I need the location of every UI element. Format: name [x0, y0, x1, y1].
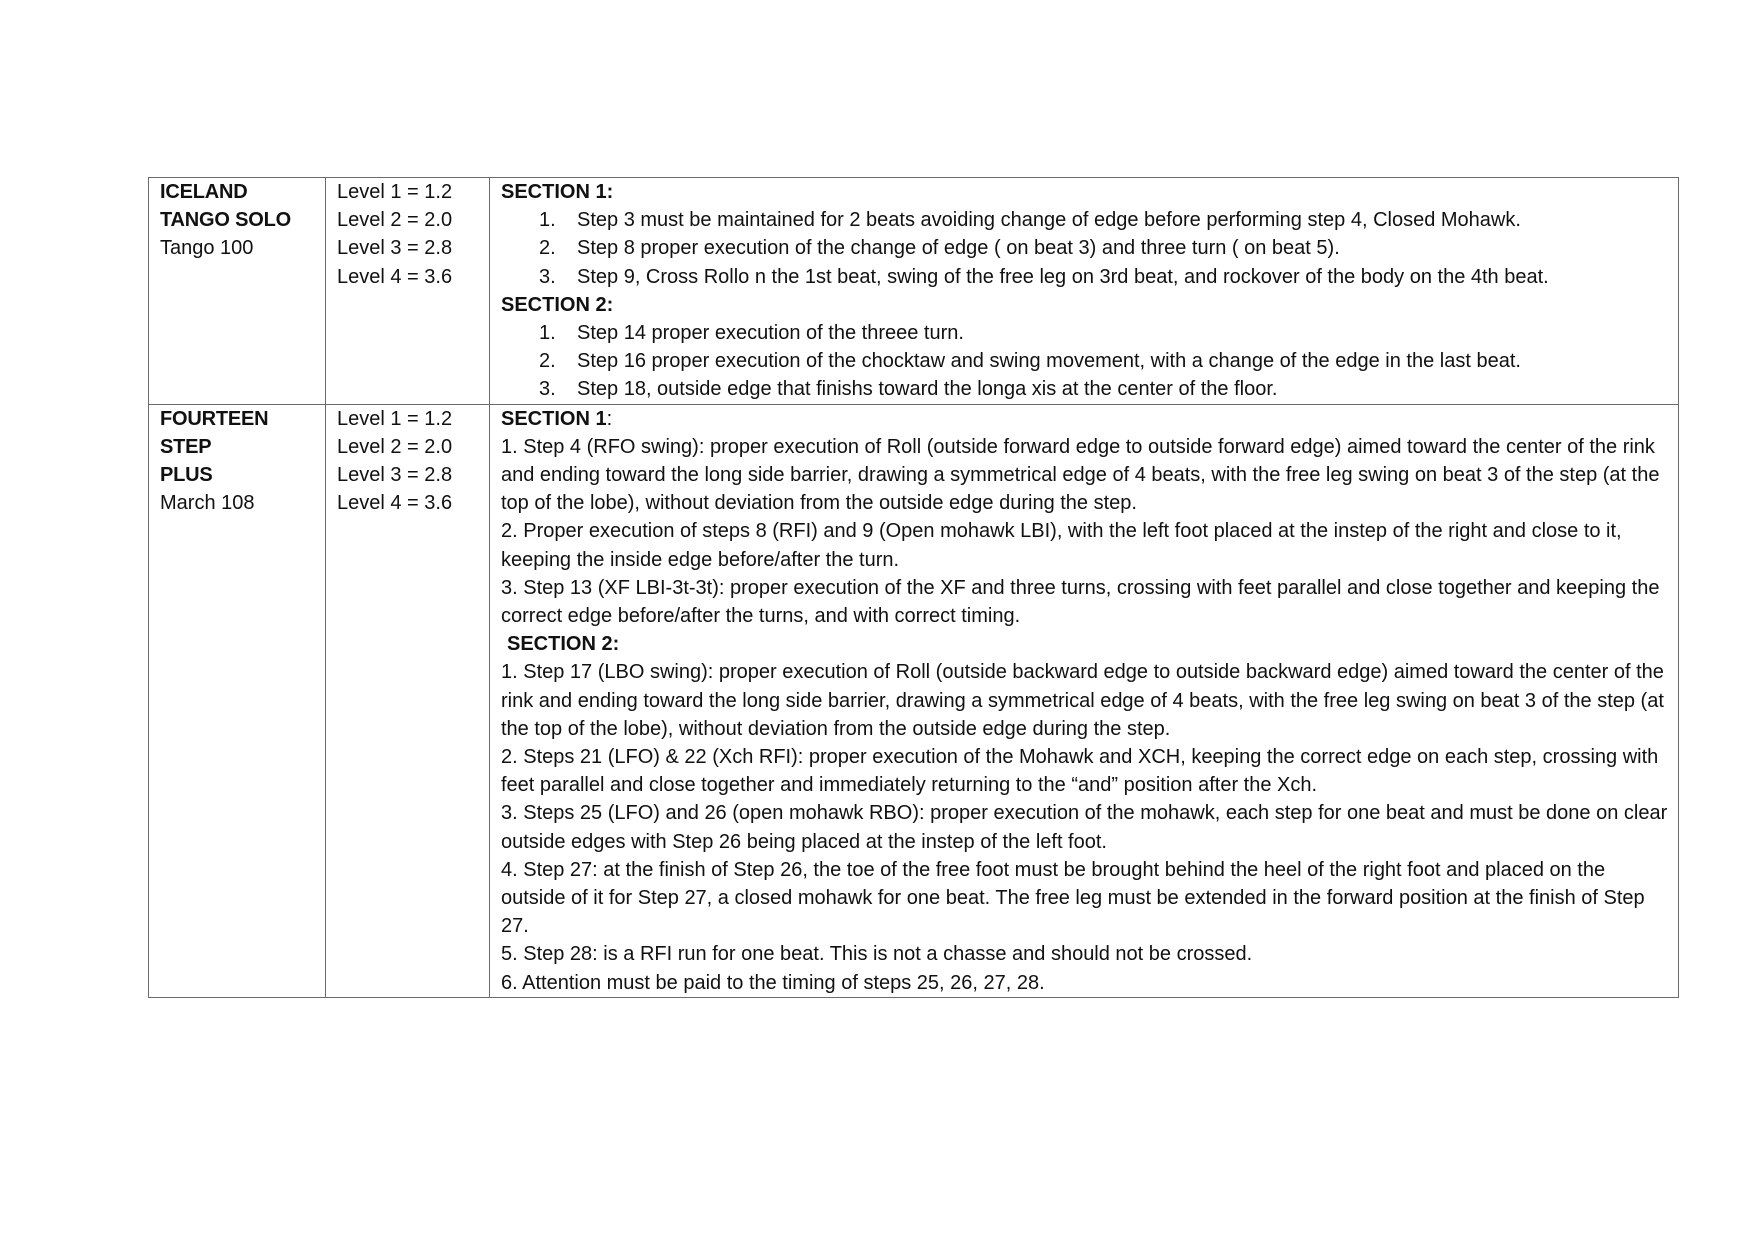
requirement-paragraph: 2. Steps 21 (LFO) & 22 (Xch RFI): proper execution of the Mohawk and XCH, keeping the correct edge on each step, crossing with feet parallel and close together and immediately returning to the “and” position after the Xch. [501, 746, 1659, 797]
description-cell [490, 404, 1679, 997]
dance-name-line: ICELAND [160, 181, 248, 203]
list-item [501, 347, 1668, 375]
section-heading [501, 405, 1668, 433]
requirement-paragraph: 3. Steps 25 (LFO) and 26 (open mohawk RBO): proper execution of the mohawk, each step for one beat and must be done on clear outside edges with Step 26 being placed at the instep of the left foot. [501, 802, 1668, 853]
level-value: Level 3 = 2.8 [337, 237, 453, 260]
level-value: Level 2 = 2.0 [337, 435, 453, 458]
dance-cell [149, 178, 326, 405]
table-row [149, 178, 1679, 405]
description-cell [490, 178, 1679, 405]
section-heading-label: SECTION 1 [501, 407, 607, 430]
dance-name-line: TANGO SOLO [160, 209, 291, 232]
table-row [149, 404, 1679, 997]
section-heading: SECTION 2: [507, 633, 620, 656]
section-heading: SECTION 2: [501, 293, 614, 316]
section-heading-colon: : [606, 407, 613, 430]
section-heading: SECTION 1: [501, 181, 614, 203]
level-value: Level 4 = 3.6 [337, 265, 453, 288]
dance-tempo: Tango 100 [160, 237, 254, 260]
list-number: 3. [539, 378, 556, 401]
list-text: Step 3 must be maintained for 2 beats avoiding change of edge before performing step 4, Closed Mohawk. [577, 209, 1521, 232]
list-number: 1. [539, 322, 556, 345]
requirement-paragraph: 4. Step 27: at the finish of Step 26, the toe of the free foot must be brought behind the heel of the right foot and placed on the outside of it for Step 27, a closed mohawk for one beat. The free leg must be extended in the forward position at the finish of Step 27. [501, 858, 1645, 938]
requirement-paragraph: 3. Step 13 (XF LBI-3t-3t): proper execution of the XF and three turns, crossing with feet parallel and close together and keeping the correct edge before/after the turns, and with correct timing. [501, 576, 1660, 628]
list-item [501, 263, 1668, 291]
dance-tempo: March 108 [160, 492, 255, 515]
list-text: Step 18, outside edge that finishs toward the longa xis at the center of the floor. [577, 378, 1278, 401]
level-value: Level 1 = 1.2 [337, 407, 453, 430]
numbered-list [501, 206, 1668, 291]
level-value: Level 3 = 2.8 [337, 464, 453, 487]
list-text: Step 9, Cross Rollo n the 1st beat, swing of the free leg on 3rd beat, and rockover of the body on the 4th beat. [577, 265, 1549, 288]
levels-cell [326, 404, 490, 997]
requirement-paragraph: 1. Step 17 (LBO swing): proper execution of Roll (outside backward edge to outside backward edge) aimed toward the center of the rink and ending toward the long side barrier, drawing a symmetrical edge of 4 beats, with the free leg swing on beat 3 of the step (at the top of the lobe), without deviation from the outside edge during the step. [501, 661, 1664, 740]
dance-name-line: PLUS [160, 464, 213, 487]
levels-cell [326, 178, 490, 405]
list-item [501, 206, 1668, 234]
list-item [501, 375, 1668, 403]
requirement-paragraph: 1. Step 4 (RFO swing): proper execution of Roll (outside forward edge to outside forward edge) aimed toward the center of the rink and ending toward the long side barrier, drawing a symmetrical edge of 4 beats, with the free leg swing on beat 3 of the step (at the top of the lobe), without deviation from the outside edge during the step. [501, 435, 1660, 515]
list-text: Step 8 proper execution of the change of edge ( on beat 3) and three turn ( on beat 5). [577, 237, 1340, 260]
requirement-paragraph: 6. Attention must be paid to the timing of steps 25, 26, 27, 28. [501, 971, 1045, 994]
numbered-list [501, 319, 1668, 404]
level-value: Level 1 = 1.2 [337, 181, 453, 203]
list-number: 3. [539, 265, 556, 288]
requirement-paragraph: 5. Step 28: is a RFI run for one beat. This is not a chasse and should not be crossed. [501, 943, 1253, 966]
dance-cell [149, 404, 326, 997]
list-text: Step 14 proper execution of the threee turn. [577, 322, 964, 345]
list-number: 2. [539, 237, 556, 260]
requirement-paragraph: 2. Proper execution of steps 8 (RFI) and 9 (Open mohawk LBI), with the left foot placed at the instep of the right and close to it, keeping the inside edge before/after the turn. [501, 520, 1622, 571]
dance-name-line: FOURTEEN STEP [160, 407, 269, 458]
list-number: 2. [539, 350, 556, 373]
list-item [501, 234, 1668, 262]
list-item [501, 319, 1668, 347]
level-value: Level 2 = 2.0 [337, 209, 453, 232]
dance-requirements-table [148, 177, 1679, 998]
list-text: Step 16 proper execution of the chocktaw and swing movement, with a change of the edge in the last beat. [577, 350, 1521, 373]
list-number: 1. [539, 209, 556, 232]
level-value: Level 4 = 3.6 [337, 492, 453, 515]
